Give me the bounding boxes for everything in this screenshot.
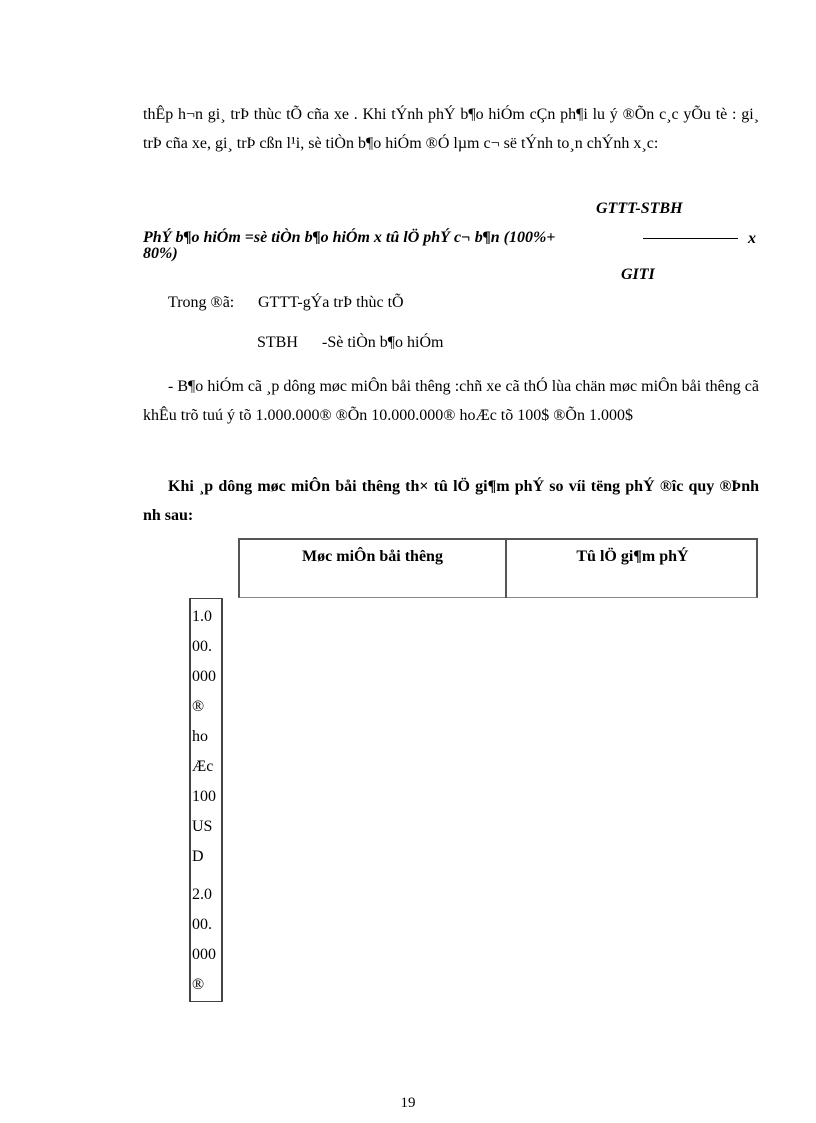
intro-paragraph: thÊp h¬n gi¸ trÞ thùc tÕ cña xe . Khi tÝnh phÝ b¶o hiÓm cÇn ph¶i lu ý ®Õn c¸c yÕu tè : gi¸ trÞ cña xe, gi¸ trÞ cßn l¹i, sè tiÒn b¶o hiÓm ®Ó lµm c¬ së tÝnh to¸n chÝnh x¸c: bbox=[143, 106, 759, 152]
deductible-paragraph: - B¶o hiÓm cã ¸p dông møc miÔn båi thêng :chñ xe cã thÓ lùa chän møc miÔn båi thêng cã khÊu trõ tuú ý tõ 1.000.000® ®Õn 10.000.000® hoÆc tõ 100$ ®Õn 1.000$ bbox=[143, 378, 759, 424]
formula-main-line1: PhÝ b¶o hiÓm =sè tiÒn b¶o hiÓm x tû lÖ phÝ c¬ b¶n (100%+ bbox=[143, 229, 556, 246]
narrow-cell: ® bbox=[192, 976, 205, 993]
narrow-cell: 1.0 bbox=[192, 608, 212, 625]
table-column-divider bbox=[505, 538, 507, 598]
col1-header: Møc miÔn båi thêng bbox=[302, 548, 443, 565]
narrow-cell: 100 bbox=[192, 788, 216, 805]
col2-header: Tû lÖ gi¶m phÝ bbox=[576, 548, 689, 565]
narrow-cell: ® bbox=[192, 698, 205, 715]
narrow-cell: US bbox=[192, 818, 213, 835]
narrow-cell: Æc bbox=[192, 758, 214, 775]
narrow-cell: 2.0 bbox=[192, 886, 212, 903]
narrow-cell: ho bbox=[192, 728, 208, 745]
formula-x: x bbox=[748, 230, 756, 247]
where-def1: GTTT-gÝa trÞ thùc tÕ bbox=[258, 294, 404, 311]
where-prefix: Trong ®ã: bbox=[168, 294, 235, 311]
formula-denominator: GITI bbox=[621, 266, 655, 283]
fraction-bar bbox=[643, 238, 738, 239]
narrow-cell: D bbox=[192, 848, 204, 865]
formula-numerator: GTTT-STBH bbox=[596, 200, 683, 217]
where-def2-term: STBH bbox=[257, 334, 298, 351]
narrow-cell: 000 bbox=[192, 668, 216, 685]
page-number: 19 bbox=[400, 1095, 416, 1111]
bold-heading: Khi ¸p dông møc miÔn båi thêng th× tû lÖ gi¶m phÝ so víi tëng phÝ ®îc quy ®Þnh nh sau: bbox=[143, 478, 759, 524]
narrow-cell: 00. bbox=[192, 916, 212, 933]
table-header bbox=[238, 538, 758, 598]
narrow-cell: 00. bbox=[192, 638, 212, 655]
formula-main-line2: 80%) bbox=[143, 245, 178, 262]
where-def2-desc: -Sè tiÒn b¶o hiÓm bbox=[322, 334, 444, 351]
narrow-cell: 000 bbox=[192, 946, 216, 963]
